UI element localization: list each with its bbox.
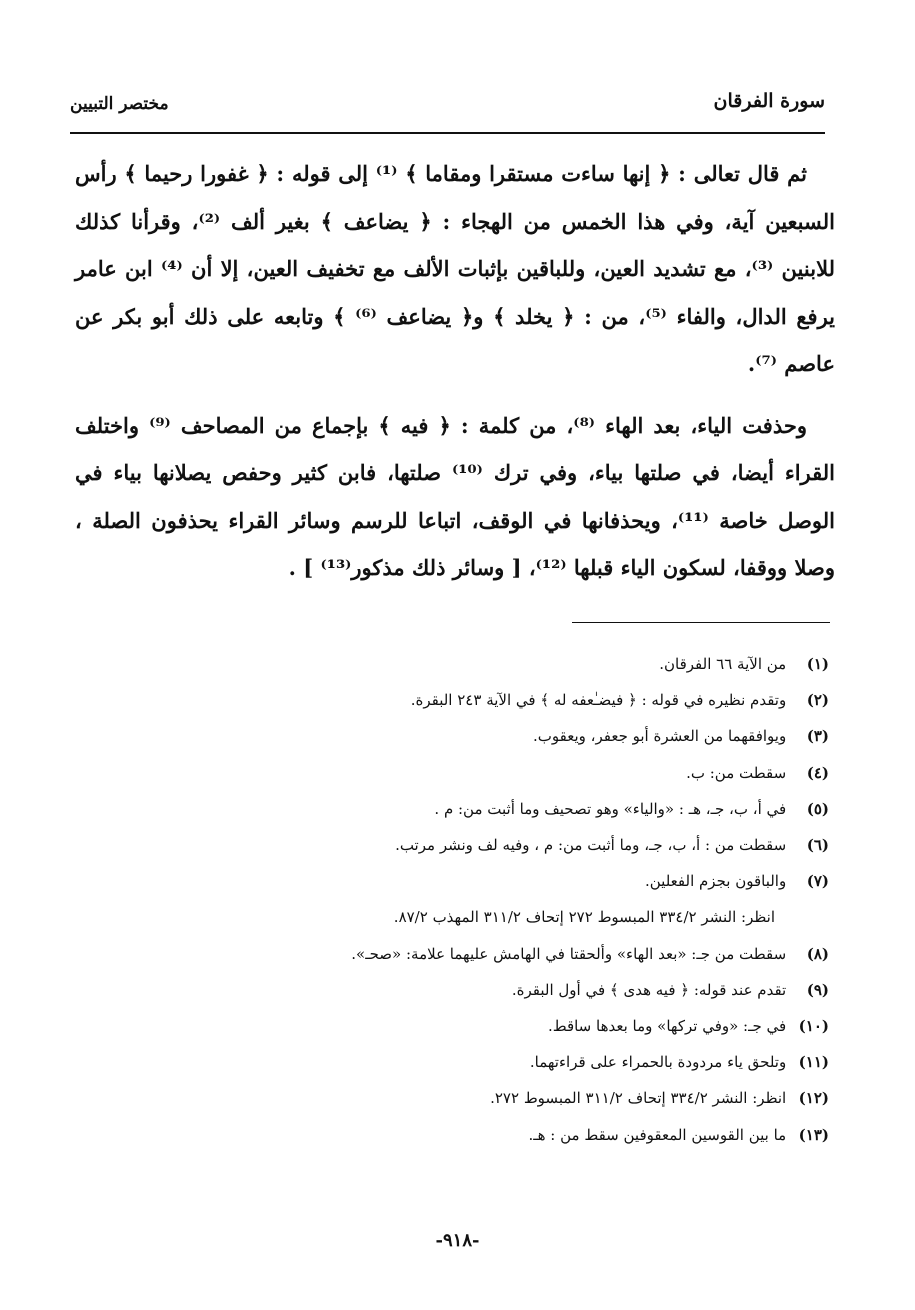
- footnote-text: ويوافقهما من العشرة أبو جعفر، ويعقوب.: [532, 727, 787, 746]
- footnote-number: (١): [806, 655, 829, 673]
- paragraph-2: وحذفت الياء، بعد الهاء ⁽⁸⁾، من كلمة : ﴿ فيه ﴾ بإجماع من المصاحف ⁽⁹⁾ واختلف القراء أيضا، في صلتها بياء، وفي ترك ⁽¹⁰⁾ صلتها، فابن كثير وحفص يصلانها بياء في الوصل خاصة ⁽¹¹⁾، ويحذفانها في الوقف، اتباعا للرسم وسائر القراء يحذفون الصلة ، وصلا ووقفا، لسكون الياء قبلها ⁽¹²⁾، [ وسائر ذلك مذكور⁽¹³⁾ ] .: [75, 412, 835, 580]
- footnote-number: (١٢): [798, 1089, 829, 1108]
- footnote-number: (٩): [806, 980, 829, 999]
- footnote-text: سقطت من: ب.: [686, 763, 787, 782]
- footnote-text: وتقدم نظيره في قوله : ﴿ فيضـٰعفه له ﴾ في الآية ٢٤٣ البقرة.: [410, 691, 787, 710]
- footnote-number: (٨): [806, 944, 829, 963]
- footnotes-list: [89, 646, 829, 1153]
- footnote-3: [89, 718, 829, 754]
- footnote-12: [89, 1080, 829, 1116]
- footnote-number: (٣): [806, 727, 829, 746]
- footnote-13: [89, 1117, 829, 1153]
- page-number: -٩١٨-: [435, 1230, 480, 1251]
- footnote-separator: [572, 622, 830, 623]
- footnote-number: (٢): [806, 691, 829, 710]
- footnote-text: من الآية ٦٦ الفرقان.: [659, 655, 787, 673]
- footnote-7-continuation: انظر: النشر ٣٣٤/٢ المبسوط ٢٧٢ إتحاف ٣١١/٢ المهذب ٨٧/٢.: [393, 908, 775, 927]
- footnote-text: سقطت من : أ، ب، جـ، وما أثبت من: م ، وفيه لف ونشر مرتب.: [395, 836, 787, 855]
- footnote-text: في جـ: «وفي تركها» وما بعدها ساقط.: [547, 1017, 787, 1036]
- header-divider: [70, 132, 825, 134]
- footnote-number: (١٣): [798, 1125, 829, 1144]
- surah-title: سورة الفرقان: [713, 90, 825, 112]
- footnote-text: تقدم عند قوله: ﴿ فيه هدى ﴾ في أول البقرة.: [511, 980, 787, 999]
- footnote-1: [89, 646, 829, 682]
- running-header: [70, 82, 825, 130]
- footnote-4: [89, 755, 829, 791]
- footnote-8: [89, 936, 829, 972]
- footnote-text: سقطت من جـ: «بعد الهاء» وألحقتا في الهامش عليهما علامة: «صحـ».: [351, 944, 787, 963]
- footnote-text: ما بين القوسين المعقوفين سقط من : هـ.: [528, 1125, 787, 1144]
- footnote-11: [89, 1044, 829, 1080]
- footnote-number: (١٠): [798, 1017, 829, 1036]
- footnote-6: [89, 827, 829, 863]
- footnote-text: في أ، ب، جـ، هـ : «والياء» وهو تصحيف وما أثبت من: م .: [434, 799, 787, 818]
- footnote-number: (٤): [806, 763, 829, 782]
- footnote-2: [89, 682, 829, 718]
- footnote-number: (٦): [806, 836, 829, 855]
- footnote-number: (٧): [806, 872, 829, 891]
- footnote-9: [89, 972, 829, 1008]
- footnote-text: انظر: النشر ٣٣٤/٢ إتحاف ٣١١/٢ المبسوط ٢٧٢.: [490, 1089, 787, 1108]
- footnote-number: (٥): [806, 799, 829, 818]
- book-title: مختصر التبيين: [70, 94, 169, 114]
- footnote-10: [89, 1008, 829, 1044]
- footnote-text: وتلحق ياء مردودة بالحمراء على قراءتهما.: [529, 1053, 787, 1072]
- footnote-7: [89, 863, 829, 899]
- footnote-5: [89, 791, 829, 827]
- paragraph-1: ثم قال تعالى : ﴿ إنها ساءت مستقرا ومقاما ﴾ ⁽¹⁾ إلى قوله : ﴿ غفورا رحيما ﴾ رأس السبعين آية، وفي هذا الخمس من الهجاء : ﴿ يضاعف ﴾ بغير ألف ⁽²⁾، وقرأنا كذلك للابنين ⁽³⁾، مع تشديد العين، وللباقين بإثبات الألف مع تخفيف العين، إلا أن ⁽⁴⁾ ابن عامر يرفع الدال، والفاء ⁽⁵⁾، من : ﴿ يخلد ﴾ و﴿ يضاعف ⁽⁶⁾ ﴾ وتابعه على ذلك أبو بكر عن عاصم ⁽⁷⁾.: [75, 161, 835, 376]
- footnote-text: والباقون بجزم الفعلين.: [645, 872, 787, 891]
- main-text: [75, 150, 835, 592]
- footnote-number: (١١): [798, 1053, 829, 1072]
